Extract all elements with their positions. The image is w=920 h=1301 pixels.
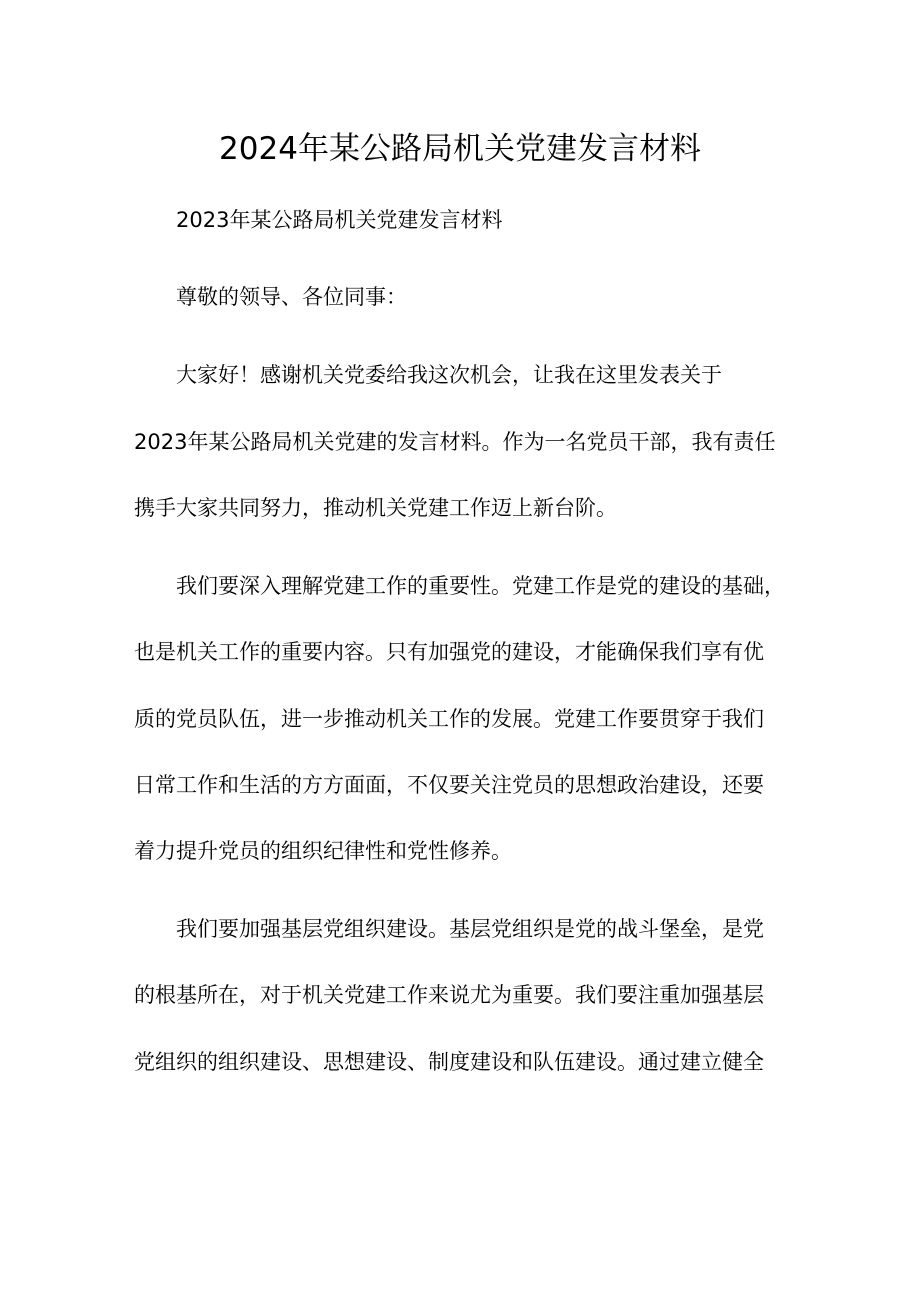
document-subtitle: 2023年某公路局机关党建发言材料 [176, 208, 503, 232]
document-title: 2024年某公路局机关党建发言材料 [219, 131, 701, 167]
paragraph-line: 的根基所在，对于机关党建工作来说尤为重要。我们要注重加强基层 [134, 983, 764, 1007]
paragraph-line: 我们要深入理解党建工作的重要性。党建工作是党的建设的基础， [176, 574, 785, 598]
paragraph-line: 大家好！感谢机关党委给我这次机会，让我在这里发表关于 [176, 363, 722, 387]
paragraph-line: 也是机关工作的重要内容。只有加强党的建设，才能确保我们享有优 [134, 640, 764, 664]
paragraph-line: 携手大家共同努力，推动机关党建工作迈上新台阶。 [134, 496, 617, 520]
paragraph-line: 日常工作和生活的方方面面，不仅要关注党员的思想政治建设，还要 [134, 773, 764, 797]
paragraph-line: 2023年某公路局机关党建的发言材料。作为一名党员干部，我有责任 [134, 430, 776, 454]
paragraph-line: 着力提升党员的组织纪律性和党性修养。 [134, 839, 512, 863]
paragraph-line: 质的党员队伍，进一步推动机关工作的发展。党建工作要贯穿于我们 [134, 707, 764, 731]
paragraph-line: 党组织的组织建设、思想建设、制度建设和队伍建设。通过建立健全 [134, 1050, 764, 1074]
paragraph-line: 我们要加强基层党组织建设。基层党组织是党的战斗堡垒，是党 [176, 917, 764, 941]
greeting: 尊敬的领导、各位同事： [176, 285, 407, 309]
